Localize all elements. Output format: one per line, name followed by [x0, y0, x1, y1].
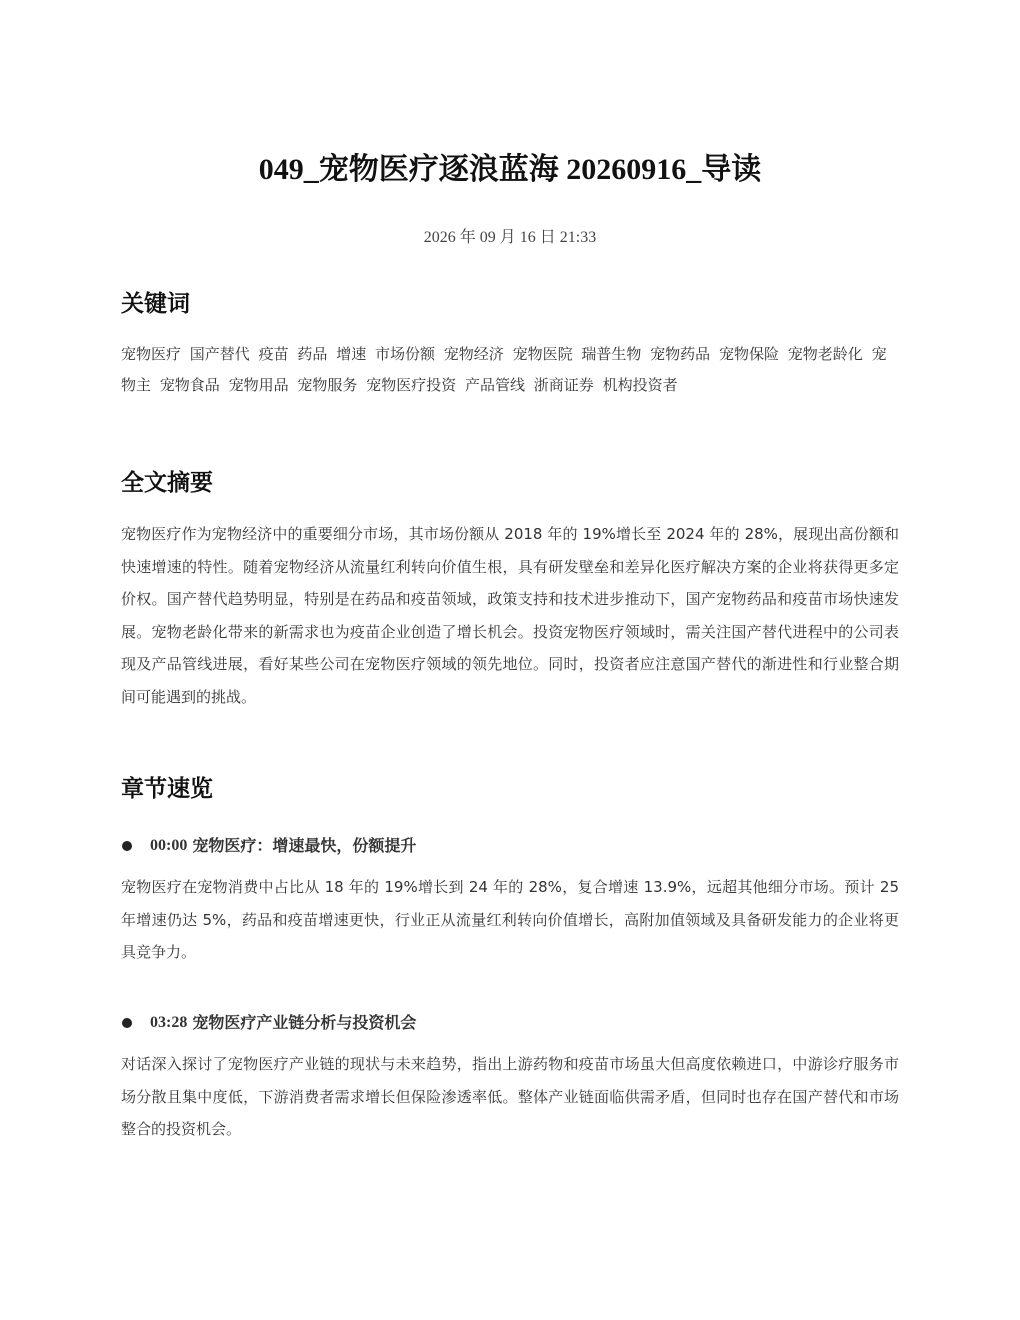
chapter-name: 宠物医疗：增速最快，份额提升 — [192, 836, 417, 855]
keyword-item: 瑞普生物 — [581, 345, 642, 363]
bullet-icon — [122, 841, 132, 851]
chapter-timestamp: 03:28 — [150, 1014, 188, 1031]
chapters-heading: 章节速览 — [121, 776, 213, 802]
document-title: 049_宠物医疗逐浪蓝海 20260916_导读 — [258, 153, 762, 186]
keyword-item: 宠物医院 — [512, 345, 573, 363]
summary-text: 宠物医疗作为宠物经济中的重要细分市场，其市场份额从 2018 年的 19%增长至 2024 年的 28%，展现出高份额和快速增速的特性。随着宠物经济从流量红利转向价值生根，具有研发壁垒和差异化医疗解决方案的企业将获得更多定价权。国产替代趋势明显，特别是在药品和疫苗领域，政策支持和技术进步推动下，国产宠物药品和疫苗市场快速发展。宠物老龄化带来的新需求也为疫苗企业创造了增长机会。投资宠物医疗领域时，需关注国产替代进程中的公司表现及产品管线进展，看好某些公司在宠物医疗领域的领先地位。同时，投资者应注意国产替代的渐进性和行业整合期间可能遇到的挑战。 — [121, 525, 899, 706]
keyword-item: 市场份额 — [374, 345, 435, 363]
keyword-item: 宠物医疗投资 — [366, 376, 457, 394]
bullet-icon — [122, 1018, 132, 1028]
keyword-item: 疫苗 — [258, 345, 289, 363]
chapter-title — [121, 834, 899, 858]
keyword-item: 国产替代 — [189, 345, 250, 363]
keyword-item: 宠物经济 — [443, 345, 504, 363]
keywords-list — [121, 339, 899, 401]
keyword-item: 机构投资者 — [602, 376, 678, 394]
chapter-text: 宠物医疗在宠物消费中占比从 18 年的 19%增长到 24 年的 28%，复合增速 13.9%，远超其他细分市场。预计 25 年增速仍达 5%，药品和疫苗增速更快，行业正从流量红利转向价值增长，高附加值领域及具备研发能力的企业将更具竞争力。 — [121, 878, 899, 961]
keyword-item: 药品 — [297, 345, 328, 363]
keyword-item: 增速 — [336, 345, 367, 363]
keyword-item: 宠物老龄化 — [787, 345, 863, 363]
chapter-text: 对话深入探讨了宠物医疗产业链的现状与未来趋势，指出上游药物和疫苗市场虽大但高度依赖进口，中游诊疗服务市场分散且集中度低，下游消费者需求增长但保险渗透率低。整体产业链面临供需矛盾，但同时也存在国产替代和市场整合的投资机会。 — [121, 1055, 899, 1138]
keywords-heading: 关键词 — [121, 291, 190, 317]
keyword-item: 宠物医疗 — [121, 345, 182, 363]
keyword-item: 宠物保险 — [718, 345, 779, 363]
keyword-item: 宠物服务 — [297, 376, 358, 394]
keyword-item: 宠物食品 — [159, 376, 220, 394]
chapter-title — [121, 1011, 899, 1035]
chapter-timestamp: 00:00 — [150, 837, 188, 854]
keyword-item: 浙商证券 — [533, 376, 594, 394]
keyword-item: 宠物主 — [121, 345, 887, 394]
summary-heading: 全文摘要 — [121, 470, 213, 496]
keyword-item: 宠物药品 — [650, 345, 711, 363]
keyword-item: 宠物用品 — [228, 376, 289, 394]
document-date: 2026 年 09 月 16 日 21:33 — [423, 229, 597, 246]
chapter-name: 宠物医疗产业链分析与投资机会 — [192, 1013, 417, 1032]
keyword-item: 产品管线 — [464, 376, 525, 394]
